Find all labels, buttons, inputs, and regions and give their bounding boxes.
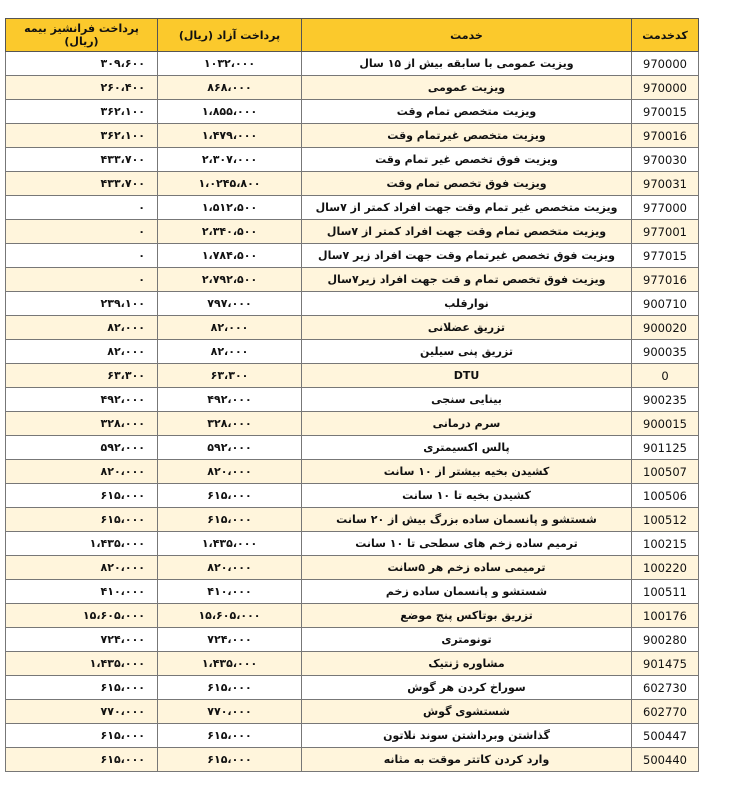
free-payment-cell: ۶۳،۳۰۰ — [158, 364, 302, 388]
insurance-payment-cell: ۲۶۰،۴۰۰ — [6, 76, 158, 100]
table-row — [6, 436, 699, 460]
insurance-payment-cell: ۸۲،۰۰۰ — [6, 316, 158, 340]
free-payment-cell: ۶۱۵،۰۰۰ — [158, 508, 302, 532]
insurance-payment-cell: ۸۲۰،۰۰۰ — [6, 460, 158, 484]
header-free-payment: پرداخت آزاد (ریال) — [158, 19, 302, 52]
table-row — [6, 388, 699, 412]
insurance-payment-cell: ۶۱۵،۰۰۰ — [6, 748, 158, 772]
insurance-payment-cell: ۴۹۲،۰۰۰ — [6, 388, 158, 412]
code-cell: 500447 — [632, 724, 699, 748]
table-row — [6, 556, 699, 580]
code-cell: 977001 — [632, 220, 699, 244]
service-cell: ویزیت فوق تخصص غیر تمام وقت — [302, 148, 632, 172]
service-cell: تزریق بوتاکس پنج موضع — [302, 604, 632, 628]
free-payment-cell: ۸۲،۰۰۰ — [158, 340, 302, 364]
service-cell: نوارقلب — [302, 292, 632, 316]
insurance-payment-cell: ۸۲،۰۰۰ — [6, 340, 158, 364]
free-payment-cell: ۱،۴۷۹،۰۰۰ — [158, 124, 302, 148]
service-cell: پالس اکسیمتری — [302, 436, 632, 460]
free-payment-cell: ۷۷۰،۰۰۰ — [158, 700, 302, 724]
insurance-payment-cell: ۴۳۳،۷۰۰ — [6, 172, 158, 196]
insurance-payment-cell: ۰ — [6, 268, 158, 292]
service-cell: ویزیت متخصص تمام وقت — [302, 100, 632, 124]
free-payment-cell: ۱،۴۳۵،۰۰۰ — [158, 652, 302, 676]
service-cell: DTU — [302, 364, 632, 388]
service-cell: ویزیت عمومی با سابقه بیش از ۱۵ سال — [302, 52, 632, 76]
code-cell: 970000 — [632, 76, 699, 100]
free-payment-cell: ۱۰۳۲،۰۰۰ — [158, 52, 302, 76]
free-payment-cell: ۲،۳۴۰،۵۰۰ — [158, 220, 302, 244]
code-cell: 970031 — [632, 172, 699, 196]
free-payment-cell: ۲،۳۰۷،۰۰۰ — [158, 148, 302, 172]
table-body — [6, 52, 699, 772]
service-cell: ترمیم ساده زخم های سطحی تا ۱۰ سانت — [302, 532, 632, 556]
code-cell: 602770 — [632, 700, 699, 724]
table-row — [6, 508, 699, 532]
code-cell: 977016 — [632, 268, 699, 292]
service-cell: ویزیت فوق تخصص تمام وقت — [302, 172, 632, 196]
service-cell: شستشو و پانسمان ساده بزرگ بیش از ۲۰ سانت — [302, 508, 632, 532]
service-cell: سوراخ کردن هر گوش — [302, 676, 632, 700]
service-cell: وارد کردن کاتتر موقت به مثانه — [302, 748, 632, 772]
insurance-payment-cell: ۶۳،۳۰۰ — [6, 364, 158, 388]
free-payment-cell: ۸۶۸،۰۰۰ — [158, 76, 302, 100]
free-payment-cell: ۷۲۴،۰۰۰ — [158, 628, 302, 652]
table-row — [6, 100, 699, 124]
service-cell: شستشوی گوش — [302, 700, 632, 724]
insurance-payment-cell: ۴۱۰،۰۰۰ — [6, 580, 158, 604]
code-cell: 100506 — [632, 484, 699, 508]
tariff-table — [5, 18, 699, 772]
table-row — [6, 220, 699, 244]
table-row — [6, 340, 699, 364]
service-cell: بینایی سنجی — [302, 388, 632, 412]
free-payment-cell: ۱،۸۵۵،۰۰۰ — [158, 100, 302, 124]
free-payment-cell: ۳۲۸،۰۰۰ — [158, 412, 302, 436]
insurance-payment-cell: ۱۵،۶۰۵،۰۰۰ — [6, 604, 158, 628]
free-payment-cell: ۶۱۵،۰۰۰ — [158, 724, 302, 748]
code-cell: 970016 — [632, 124, 699, 148]
code-cell: 900020 — [632, 316, 699, 340]
insurance-payment-cell: ۷۷۰،۰۰۰ — [6, 700, 158, 724]
service-cell: ویزیت فوق تخصص غیرتمام وقت جهت افراد زیر ۷سال — [302, 244, 632, 268]
code-cell: 901125 — [632, 436, 699, 460]
free-payment-cell: ۴۱۰،۰۰۰ — [158, 580, 302, 604]
service-cell: ویزیت عمومی — [302, 76, 632, 100]
table-row — [6, 460, 699, 484]
table-row — [6, 244, 699, 268]
insurance-payment-cell: ۶۱۵،۰۰۰ — [6, 508, 158, 532]
insurance-payment-cell: ۸۲۰،۰۰۰ — [6, 556, 158, 580]
table-row — [6, 292, 699, 316]
service-cell: ویزیت متخصص غیرتمام وقت — [302, 124, 632, 148]
header-row — [6, 19, 699, 52]
service-cell: ویزیت فوق تخصص تمام و قت جهت افراد زیر۷سال — [302, 268, 632, 292]
service-cell: تزریق عضلانی — [302, 316, 632, 340]
insurance-payment-cell: ۷۲۴،۰۰۰ — [6, 628, 158, 652]
service-cell: مشاوره ژنتیک — [302, 652, 632, 676]
table-row — [6, 148, 699, 172]
table-row — [6, 124, 699, 148]
insurance-payment-cell: ۳۰۹،۶۰۰ — [6, 52, 158, 76]
free-payment-cell: ۸۲۰،۰۰۰ — [158, 556, 302, 580]
insurance-payment-cell: ۳۶۲،۱۰۰ — [6, 124, 158, 148]
code-cell: 970030 — [632, 148, 699, 172]
code-cell: 977015 — [632, 244, 699, 268]
header-insurance-payment: پرداخت فرانشیز بیمه (ریال) — [6, 19, 158, 52]
header-service: خدمت — [302, 19, 632, 52]
free-payment-cell: ۱،۵۱۲،۵۰۰ — [158, 196, 302, 220]
free-payment-cell: ۶۱۵،۰۰۰ — [158, 676, 302, 700]
insurance-payment-cell: ۳۶۲،۱۰۰ — [6, 100, 158, 124]
free-payment-cell: ۷۹۷،۰۰۰ — [158, 292, 302, 316]
code-cell: 970000 — [632, 52, 699, 76]
free-payment-cell: ۶۱۵،۰۰۰ — [158, 484, 302, 508]
code-cell: 100512 — [632, 508, 699, 532]
free-payment-cell: ۸۲،۰۰۰ — [158, 316, 302, 340]
service-cell: ویزیت متخصص تمام وقت جهت افراد کمتر از ۷سال — [302, 220, 632, 244]
free-payment-cell: ۲،۷۹۲،۵۰۰ — [158, 268, 302, 292]
table-row — [6, 76, 699, 100]
code-cell: 901475 — [632, 652, 699, 676]
code-cell: 100176 — [632, 604, 699, 628]
code-cell: 500440 — [632, 748, 699, 772]
insurance-payment-cell: ۰ — [6, 196, 158, 220]
code-cell: 977000 — [632, 196, 699, 220]
insurance-payment-cell: ۳۲۸،۰۰۰ — [6, 412, 158, 436]
code-cell: 970015 — [632, 100, 699, 124]
insurance-payment-cell: ۶۱۵،۰۰۰ — [6, 676, 158, 700]
service-cell: کشیدن بخیه بیشتر از ۱۰ سانت — [302, 460, 632, 484]
free-payment-cell: ۸۲۰،۰۰۰ — [158, 460, 302, 484]
insurance-payment-cell: ۵۹۲،۰۰۰ — [6, 436, 158, 460]
service-cell: کشیدن بخیه تا ۱۰ سانت — [302, 484, 632, 508]
code-cell: 602730 — [632, 676, 699, 700]
table-row — [6, 652, 699, 676]
code-cell: 900015 — [632, 412, 699, 436]
table-row — [6, 412, 699, 436]
service-cell: ویزیت متخصص غیر تمام وقت جهت افراد کمتر از ۷سال — [302, 196, 632, 220]
service-cell: تزریق پنی سیلین — [302, 340, 632, 364]
code-cell: 100220 — [632, 556, 699, 580]
service-cell: تونومتری — [302, 628, 632, 652]
table-row — [6, 628, 699, 652]
table-row — [6, 604, 699, 628]
table-row — [6, 724, 699, 748]
free-payment-cell: ۱،۷۸۴،۵۰۰ — [158, 244, 302, 268]
free-payment-cell: ۵۹۲،۰۰۰ — [158, 436, 302, 460]
table-row — [6, 484, 699, 508]
code-cell: 900035 — [632, 340, 699, 364]
table-row — [6, 580, 699, 604]
table-row — [6, 364, 699, 388]
table-row — [6, 316, 699, 340]
table-row — [6, 196, 699, 220]
table-row — [6, 52, 699, 76]
service-cell: گذاشتن وبرداشتن سوند نلاتون — [302, 724, 632, 748]
insurance-payment-cell: ۱،۴۳۵،۰۰۰ — [6, 652, 158, 676]
insurance-payment-cell: ۰ — [6, 220, 158, 244]
table-row — [6, 268, 699, 292]
insurance-payment-cell: ۶۱۵،۰۰۰ — [6, 484, 158, 508]
code-cell: 100507 — [632, 460, 699, 484]
insurance-payment-cell: ۱،۴۳۵،۰۰۰ — [6, 532, 158, 556]
insurance-payment-cell: ۶۱۵،۰۰۰ — [6, 724, 158, 748]
service-cell: شستشو و پانسمان ساده زخم — [302, 580, 632, 604]
insurance-payment-cell: ۰ — [6, 244, 158, 268]
table-row — [6, 748, 699, 772]
table-row — [6, 700, 699, 724]
code-cell: 900280 — [632, 628, 699, 652]
service-cell: سرم درمانی — [302, 412, 632, 436]
insurance-payment-cell: ۴۳۳،۷۰۰ — [6, 148, 158, 172]
free-payment-cell: ۴۹۲،۰۰۰ — [158, 388, 302, 412]
insurance-payment-cell: ۲۳۹،۱۰۰ — [6, 292, 158, 316]
free-payment-cell: ۱،۴۳۵،۰۰۰ — [158, 532, 302, 556]
code-cell: 100511 — [632, 580, 699, 604]
table-row — [6, 172, 699, 196]
table-row — [6, 676, 699, 700]
code-cell: 100215 — [632, 532, 699, 556]
header-code: کدخدمت — [632, 19, 699, 52]
free-payment-cell: ۶۱۵،۰۰۰ — [158, 748, 302, 772]
code-cell: 900235 — [632, 388, 699, 412]
table-row — [6, 532, 699, 556]
free-payment-cell: ۱،۰۲۴۵،۸۰۰ — [158, 172, 302, 196]
service-cell: ترمیمی ساده زخم هر ۵سانت — [302, 556, 632, 580]
free-payment-cell: ۱۵،۶۰۵،۰۰۰ — [158, 604, 302, 628]
code-cell: 0 — [632, 364, 699, 388]
code-cell: 900710 — [632, 292, 699, 316]
